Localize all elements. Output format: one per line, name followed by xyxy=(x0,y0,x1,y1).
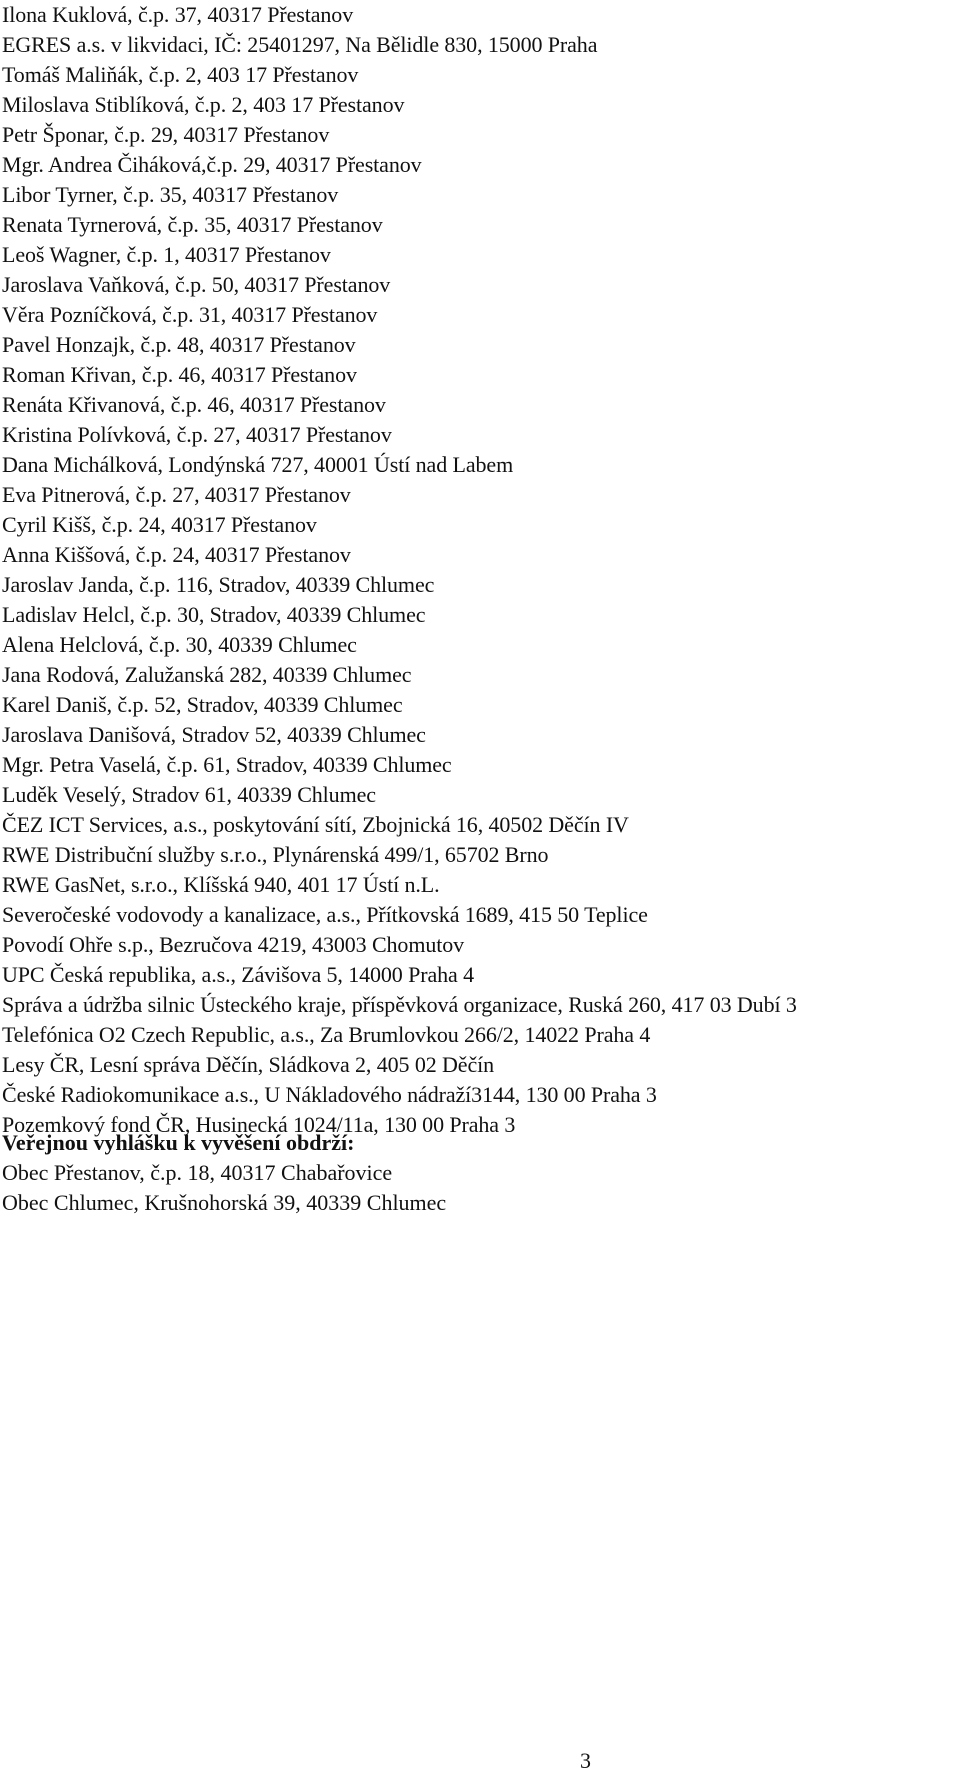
recipient-item: Dana Michálková, Londýnská 727, 40001 Ústí nad Labem xyxy=(2,452,514,477)
recipient-item: Renata Tyrnerová, č.p. 35, 40317 Přestanov xyxy=(2,212,383,237)
recipient-item: EGRES a.s. v likvidaci, IČ: 25401297, Na Bělidle 830, 15000 Praha xyxy=(2,32,598,57)
recipient-item: Tomáš Maliňák, č.p. 2, 403 17 Přestanov xyxy=(2,62,359,87)
recipient-item: Pavel Honzajk, č.p. 48, 40317 Přestanov xyxy=(2,332,356,357)
public-notice-heading: Veřejnou vyhlášku k vyvěšení obdrží: xyxy=(2,1130,355,1155)
recipient-item: Mgr. Petra Vaselá, č.p. 61, Stradov, 40339 Chlumec xyxy=(2,752,452,777)
public-notice-item: Obec Přestanov, č.p. 18, 40317 Chabařovice xyxy=(2,1160,393,1185)
recipient-item: Karel Daniš, č.p. 52, Stradov, 40339 Chlumec xyxy=(2,692,403,717)
recipient-item: Severočeské vodovody a kanalizace, a.s., Přítkovská 1689, 415 50 Teplice xyxy=(2,902,648,927)
public-notice-section xyxy=(0,1128,960,1218)
recipient-item: RWE Distribuční služby s.r.o., Plynárenská 499/1, 65702 Brno xyxy=(2,842,549,867)
recipient-item: Povodí Ohře s.p., Bezručova 4219, 43003 Chomutov xyxy=(2,932,465,957)
recipient-item: RWE GasNet, s.r.o., Klíšská 940, 401 17 Ústí n.L. xyxy=(2,872,440,897)
recipient-item: Jaroslav Janda, č.p. 116, Stradov, 40339 Chlumec xyxy=(2,572,435,597)
recipient-item: Pozemkový fond ČR, Husinecká 1024/11a, 130 00 Praha 3 xyxy=(2,1112,516,1137)
recipient-item: Věra Pozníčková, č.p. 31, 40317 Přestanov xyxy=(2,302,378,327)
recipient-item: Lesy ČR, Lesní správa Děčín, Sládkova 2, 405 02 Děčín xyxy=(2,1052,495,1077)
public-notice-list xyxy=(0,1158,960,1218)
recipient-item: Libor Tyrner, č.p. 35, 40317 Přestanov xyxy=(2,182,339,207)
recipient-item: Miloslava Stiblíková, č.p. 2, 403 17 Přestanov xyxy=(2,92,405,117)
recipient-item: Cyril Kišš, č.p. 24, 40317 Přestanov xyxy=(2,512,317,537)
recipient-item: České Radiokomunikace a.s., U Nákladového nádraží3144, 130 00 Praha 3 xyxy=(2,1082,657,1107)
recipient-item: Telefónica O2 Czech Republic, a.s., Za Brumlovkou 266/2, 14022 Praha 4 xyxy=(2,1022,651,1047)
recipient-item: UPC Česká republika, a.s., Závišova 5, 14000 Praha 4 xyxy=(2,962,475,987)
recipient-item: Luděk Veselý, Stradov 61, 40339 Chlumec xyxy=(2,782,376,807)
public-notice-item: Obec Chlumec, Krušnohorská 39, 40339 Chlumec xyxy=(2,1190,447,1215)
recipient-item: Mgr. Andrea Čiháková,č.p. 29, 40317 Přestanov xyxy=(2,152,422,177)
recipient-item: Petr Šponar, č.p. 29, 40317 Přestanov xyxy=(2,122,330,147)
recipient-item: Jaroslava Vaňková, č.p. 50, 40317 Přestanov xyxy=(2,272,391,297)
recipient-item: Anna Kiššová, č.p. 24, 40317 Přestanov xyxy=(2,542,351,567)
recipient-item: Ilona Kuklová, č.p. 37, 40317 Přestanov xyxy=(2,2,354,27)
recipient-item: Alena Helclová, č.p. 30, 40339 Chlumec xyxy=(2,632,357,657)
recipient-item: ČEZ ICT Services, a.s., poskytování sítí, Zbojnická 16, 40502 Děčín IV xyxy=(2,812,629,837)
recipient-item: Ladislav Helcl, č.p. 30, Stradov, 40339 Chlumec xyxy=(2,602,426,627)
page-number: 3 xyxy=(580,1748,591,1773)
recipient-item: Jana Rodová, Zalužanská 282, 40339 Chlumec xyxy=(2,662,412,687)
recipient-item: Jaroslava Danišová, Stradov 52, 40339 Chlumec xyxy=(2,722,426,747)
recipient-item: Eva Pitnerová, č.p. 27, 40317 Přestanov xyxy=(2,482,351,507)
recipient-item: Kristina Polívková, č.p. 27, 40317 Přestanov xyxy=(2,422,392,447)
recipient-item: Leoš Wagner, č.p. 1, 40317 Přestanov xyxy=(2,242,331,267)
recipient-item: Roman Křivan, č.p. 46, 40317 Přestanov xyxy=(2,362,357,387)
recipient-item: Renáta Křivanová, č.p. 46, 40317 Přestanov xyxy=(2,392,386,417)
recipient-item: Správa a údržba silnic Ústeckého kraje, příspěvková organizace, Ruská 260, 417 03 Dubí 3 xyxy=(2,992,797,1017)
